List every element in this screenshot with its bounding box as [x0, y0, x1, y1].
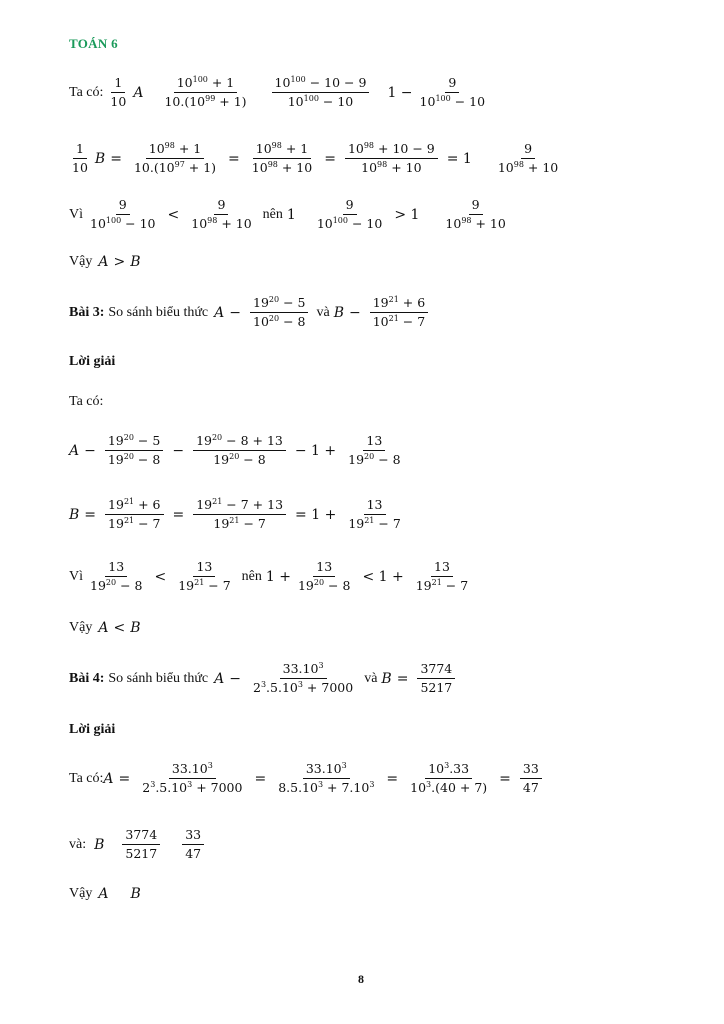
va-label: và [316, 304, 330, 320]
fraction: $\frac{1}{10}$ [110, 75, 127, 109]
line-A-bai3: A − $\frac{19^{20} - 5}{19^{20} - 8}$ − $\frac{19^{20} - 8 + 13}{19^{20} - 8}$ − 1 + $\frac{13}{19^{20} - 8}$ [69, 434, 408, 467]
line-B: $\frac{1}{10}$ B = $\frac{10^{98} + 1}{10.(10^{97} + 1)}$ = $\frac{10^{98} + 1}{10^{98} + 10}$ = $\frac{10^{98} + 10 - 9}{10^{98} + 10}$ = 1 $\frac{9}{10^{98} + 10}$ [69, 142, 565, 175]
page-number: 8 [358, 972, 364, 986]
fraction: $\frac{13}{19^{21} - 7}$ [415, 559, 469, 593]
bai-4-prompt: So sánh biểu thức [108, 670, 209, 686]
fraction: $\frac{19^{21} - 7 + 13}{19^{21} - 7}$ [193, 498, 286, 531]
ta-co-label: Ta có: [69, 770, 104, 786]
fraction: $\frac{19^{20} - 5}{10^{20} - 8}$ [250, 296, 308, 329]
fraction: $\frac{9}{10^{100} - 10}$ [90, 197, 156, 231]
line-conclusion-2: Vậy A < B [69, 620, 141, 636]
line-vi-1: Vì $\frac{9}{10^{100} - 10}$ < $\frac{9}{10^{98} + 10}$ nên 1 $\frac{9}{10^{100} - 10}$ > 1 $\frac{9}{10^{98} + 10}$ [69, 198, 513, 231]
loi-giai-4: Lời giải [69, 722, 116, 737]
line-vi-2: Vì $\frac{13}{19^{20} - 8}$ < $\frac{13}{19^{21} - 7}$ nên 1 + $\frac{13}{19^{20} - 8}$ < 1 + $\frac{13}{19^{21} - 7}$ [69, 560, 475, 593]
page-header: TOÁN 6 [69, 36, 118, 51]
fraction: $\frac{13}{19^{21} - 7}$ [178, 559, 231, 593]
fraction: $\frac{33.10^3}{2^3.5.10^3 + 7000}$ [142, 761, 243, 795]
fraction: $\frac{13}{19^{21} - 7}$ [348, 497, 401, 531]
ta-co-plain: Ta có: [69, 394, 104, 409]
fraction: $\frac{9}{10^{98} + 10}$ [497, 141, 559, 175]
bai-3-label: Bài 3: [69, 304, 105, 320]
fraction: $\frac{10^{100} - 10 - 9}{10^{100} - 10}$ [272, 76, 370, 109]
bai-4-label: Bài 4: [69, 670, 105, 686]
fraction: $\frac{19^{21} + 6}{19^{21} - 7}$ [105, 498, 163, 531]
ta-co-label: Ta có: [69, 84, 104, 100]
vay-label: Vậy [69, 254, 93, 269]
problem-3: Bài 3: So sánh biểu thức A − $\frac{19^{20} - 5}{10^{20} - 8}$ và B − $\frac{19^{21} + 6}{10^{21} - 7}$ [69, 296, 432, 329]
loi-giai-3: Lời giải [69, 354, 116, 369]
fraction: $\frac{19^{21} + 6}{10^{21} - 7}$ [370, 296, 428, 329]
fraction: $\frac{1}{10}$ [72, 141, 88, 175]
fraction: $\frac{13}{19^{20} - 8}$ [297, 559, 351, 593]
fraction: $\frac{9}{10^{98} + 10}$ [191, 197, 252, 231]
line-conclusion-3: Vậy A B [69, 886, 141, 902]
fraction: $\frac{9}{10^{98} + 10}$ [445, 197, 506, 231]
fraction: $\frac{19^{20} - 5}{19^{20} - 8}$ [105, 434, 163, 467]
vay-label: Vậy [69, 886, 93, 901]
line-B-bai3: B = $\frac{19^{21} + 6}{19^{21} - 7}$ = $\frac{19^{21} - 7 + 13}{19^{21} - 7}$ = 1 + $\frac{13}{19^{21} - 7}$ [69, 498, 408, 531]
fraction: $\frac{9}{10^{100} - 10}$ [316, 197, 383, 231]
vi-label: Vì [69, 206, 83, 222]
fraction: $\frac{33}{47}$ [520, 762, 542, 795]
line-B-bai4: và: B $\frac{3774}{5217}$ $\frac{33}{47}$ [69, 828, 208, 861]
fraction: $\frac{13}{19^{20} - 8}$ [348, 433, 401, 467]
fraction: $\frac{10^{98} + 10 - 9}{10^{98} + 10}$ [345, 142, 438, 175]
problem-4: Bài 4: So sánh biểu thức A − $\frac{33.10^3}{2^3.5.10^3 + 7000}$ và B = $\frac{3774}{5217}$ [69, 662, 459, 695]
fraction: $\frac{13}{19^{20} - 8}$ [90, 559, 143, 593]
fraction: $\frac{19^{20} - 8 + 13}{19^{20} - 8}$ [193, 434, 286, 467]
line-ta-co-A: Ta có: $\frac{1}{10}$ A $\frac{10^{100} + 1}{10.(10^{99} + 1)}$ $\frac{10^{100} - 10 - 9}{10^{100} - 10}$ 1 − $\frac{9}{10^{100} - 10}$ [69, 76, 492, 109]
va-label: và [364, 670, 378, 686]
nen-label: nên [262, 206, 283, 222]
line-A-bai4: Ta có: A = $\frac{33.10^3}{2^3.5.10^3 + 7000}$ = $\frac{33.10^3}{8.5.10^3 + 7.10^3}$ = $\frac{10^3.33}{10^3.(40 + 7)}$ = $\frac{33}{47}$ [69, 762, 546, 795]
fraction: $\frac{10^{98} + 1}{10^{98} + 10}$ [251, 141, 313, 175]
fraction: $\frac{9}{10^{100} - 10}$ [419, 75, 486, 109]
bai-3-prompt: So sánh biểu thức [108, 304, 209, 320]
va-colon-label: và: [69, 836, 87, 852]
fraction: $\frac{33.10^3}{8.5.10^3 + 7.10^3}$ [278, 761, 375, 795]
fraction: $\frac{33}{47}$ [182, 828, 204, 861]
fraction: $\frac{10^{100} + 1}{10.(10^{99} + 1)}$ [164, 75, 247, 109]
vay-label: Vậy [69, 620, 93, 635]
fraction: $\frac{3774}{5217}$ [417, 662, 455, 695]
fraction: $\frac{33.10^3}{2^3.5.10^3 + 7000}$ [253, 661, 354, 695]
vi-label: Vì [69, 568, 83, 584]
line-conclusion-1: Vậy A > B [69, 254, 141, 270]
fraction: $\frac{10^{98} + 1}{10.(10^{97} + 1)}$ [133, 141, 217, 175]
fraction: $\frac{3774}{5217}$ [122, 828, 160, 861]
nen-label: nên [241, 568, 262, 584]
fraction: $\frac{10^3.33}{10^3.(40 + 7)}$ [410, 761, 488, 795]
